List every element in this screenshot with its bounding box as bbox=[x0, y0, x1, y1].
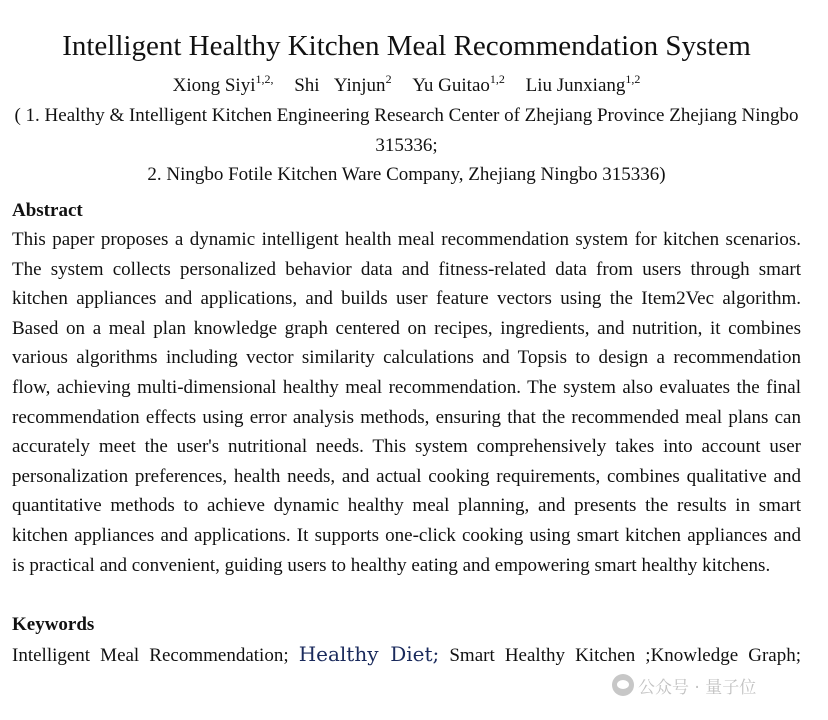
keywords-heading: Keywords bbox=[12, 614, 95, 636]
abstract-text: This paper proposes a dynamic intelligent health meal recommendation system for kitchen scenarios. The system collects personalized behavior data and fitness-related data from users through smart kitchen appliances and applications, and builds user feature vectors using the Item2Vec algorithm. Based on a meal plan knowledge graph centered on recipes, ingredients, and nutrition, it combines various algorithms including vector similarity calculations and Topsis to design a recommendation flow, achieving multi-dimensional healthy meal recommendation. The system also evaluates the final recommendation effects using error analysis methods, ensuring that the recommended meal plans can accurately meet the user's nutritional needs. This system comprehensively takes into account user personalization preferences, health needs, and actual cooking requirements, combines qualitative and quantitative methods to achieve dynamic healthy meal planning, and presents the results in smart kitchen appliances and applications. It supports one-click cooking using smart kitchen appliances and is practical and convenient, guiding users to healthy eating and empowering smart healthy kitchens. bbox=[12, 229, 801, 576]
affiliation-2: 2. Ningbo Fotile Kitchen Ware Company, Zhejiang Ningbo 315336) bbox=[147, 164, 666, 185]
wechat-icon bbox=[612, 674, 634, 696]
paper-page bbox=[12, 0, 801, 670]
author-affiliation-mark: 1,2 bbox=[489, 72, 505, 86]
author-2 bbox=[294, 73, 391, 99]
watermark bbox=[612, 673, 756, 697]
author-name: Liu Junxiang bbox=[525, 75, 626, 96]
affiliation-1: ( 1. Healthy & Intelligent Kitchen Engineering Research Center of Zhejiang Province Zhejiang Ningbo 315336; bbox=[14, 105, 799, 156]
author-affiliation-mark: 1,2 bbox=[625, 72, 641, 86]
author-affiliation-mark: 2 bbox=[385, 72, 392, 86]
watermark-text: 公众号 · 量子位 bbox=[638, 677, 757, 698]
keyword-3: Smart Healthy Kitchen ;Knowledge Graph; bbox=[449, 644, 802, 666]
author-3 bbox=[412, 73, 505, 99]
author-name: Yu Guitao bbox=[412, 75, 490, 96]
author-1 bbox=[173, 73, 274, 99]
author-name: Xiong Siyi bbox=[172, 75, 256, 96]
author-name: Shi Yinjun bbox=[294, 75, 386, 96]
keyword-2: Healthy Diet; bbox=[298, 641, 440, 666]
abstract-heading: Abstract bbox=[12, 199, 83, 221]
author-4 bbox=[526, 73, 641, 99]
author-affiliation-mark: 1,2, bbox=[255, 72, 274, 86]
keywords-list bbox=[12, 640, 801, 671]
author-list bbox=[12, 73, 801, 99]
paper-title: Intelligent Healthy Kitchen Meal Recommendation System bbox=[62, 30, 751, 62]
keyword-1: Intelligent Meal Recommendation; bbox=[12, 644, 289, 666]
